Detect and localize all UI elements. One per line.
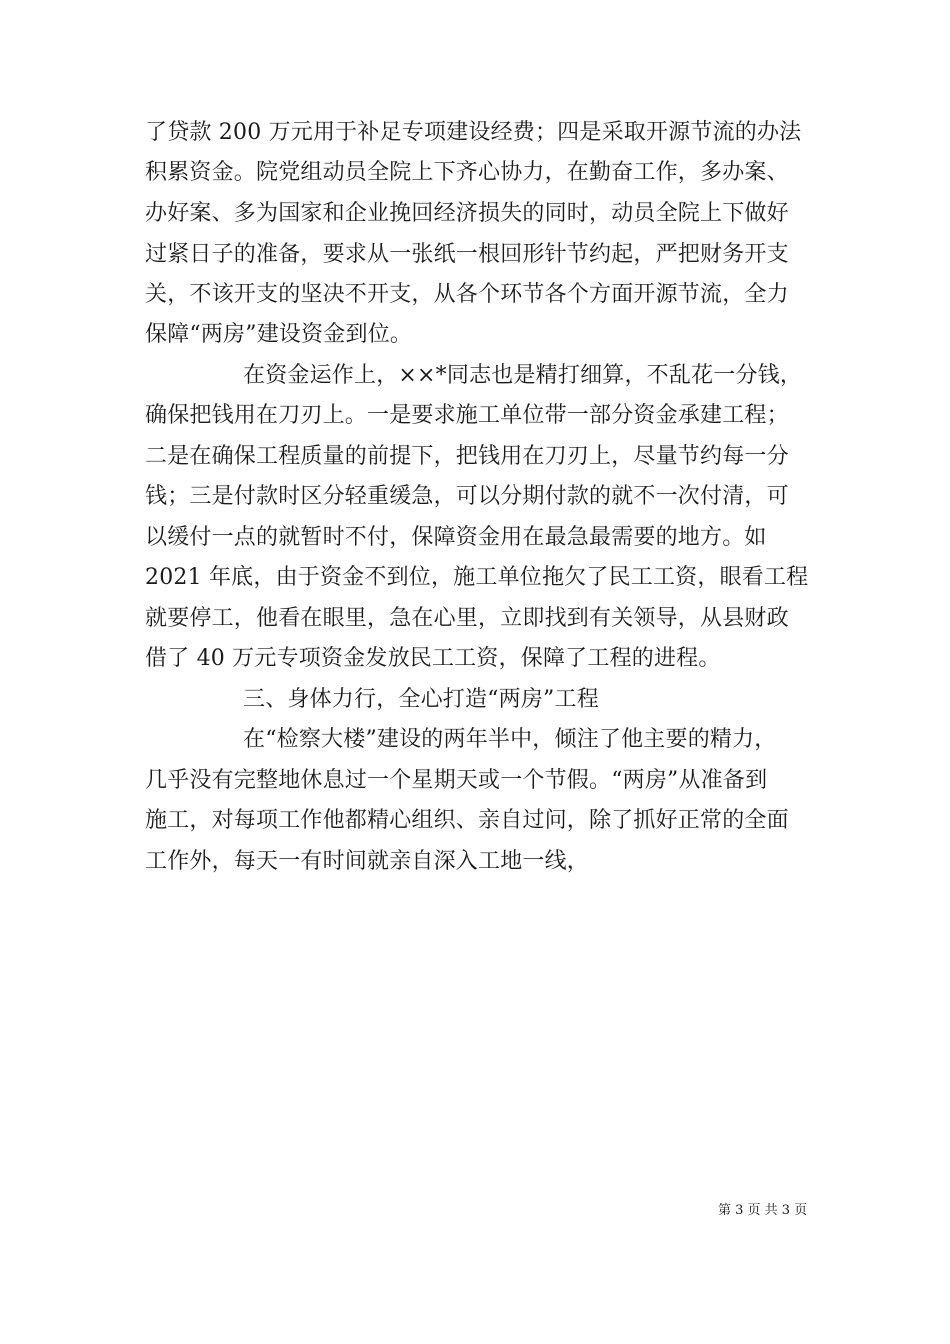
paragraph-line: 2021 年底，由于资金不到位，施工单位拖欠了民工工资，眼看工程	[145, 565, 809, 590]
paragraph-line: 积累资金。院党组动员全院上下齐心协力，在勤奋工作，多办案、	[145, 160, 789, 185]
paragraph-line: 借了 40 万元专项资金发放民工工资，保障了工程的进程。	[145, 646, 721, 671]
section-heading: 三、身体力行，全心打造“两房”工程	[243, 687, 599, 712]
paragraph-line: 过紧日子的准备，要求从一张纸一根回形针节约起，严把财务开支	[145, 242, 789, 267]
paragraph-line: 在“检察大楼”建设的两年半中，倾注了他主要的精力，	[243, 727, 777, 752]
paragraph-line: 在资金运作上，××*同志也是精打细算，不乱花一分钱，	[243, 363, 803, 388]
paragraph-line: 工作外，每天一有时间就亲自深入工地一线，	[145, 849, 590, 874]
page-number-footer: 第 3 页 共 3 页	[718, 1203, 808, 1218]
paragraph-line: 就要停工，他看在眼里，急在心里，立即找到有关领导，从县财政	[145, 606, 789, 631]
paragraph-line: 钱；三是付款时区分轻重缓急，可以分期付款的就不一次付清，可	[145, 484, 789, 509]
paragraph-line: 确保把钱用在刀刃上。一是要求施工单位带一部分资金承建工程；	[145, 403, 789, 428]
paragraph-line: 二是在确保工程质量的前提下，把钱用在刀刃上，尽量节约每一分	[145, 444, 789, 469]
paragraph-line: 几乎没有完整地休息过一个星期天或一个节假。“两房”从准备到	[145, 768, 768, 793]
paragraph-line: 了贷款 200 万元用于补足专项建设经费；四是采取开源节流的办法	[145, 120, 802, 145]
paragraph-line: 施工，对每项工作他都精心组织、亲自过问，除了抓好正常的全面	[145, 808, 789, 833]
paragraph-line: 办好案、多为国家和企业挽回经济损失的同时，动员全院上下做好	[145, 201, 789, 226]
paragraph-line: 以缓付一点的就暂时不付，保障资金用在最急最需要的地方。如	[145, 525, 767, 550]
paragraph-line: 保障“两房”建设资金到位。	[145, 322, 413, 347]
paragraph-line: 关，不该开支的坚决不开支，从各个环节各个方面开源节流，全力	[145, 282, 789, 307]
